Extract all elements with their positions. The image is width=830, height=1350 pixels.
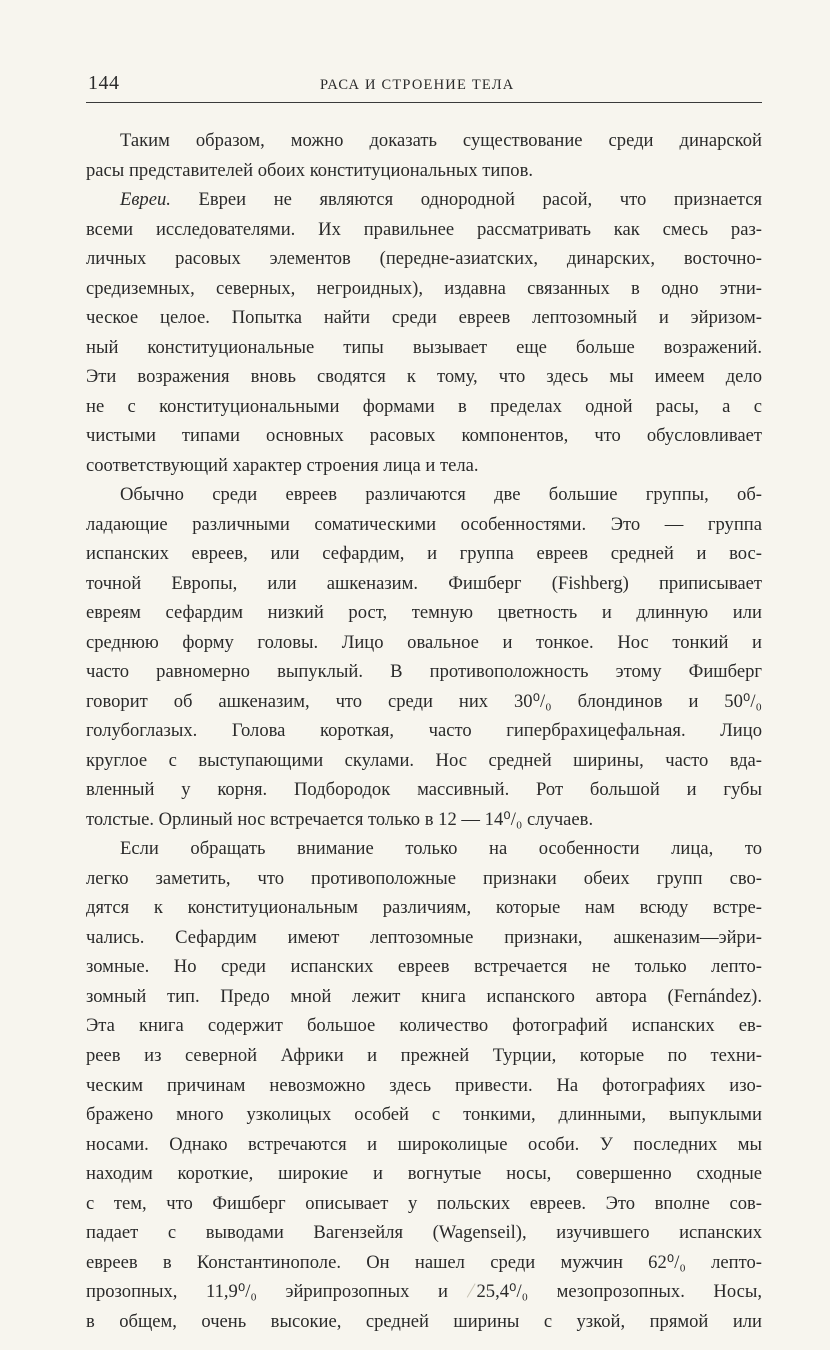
text-line: чистыми типами основных расовых компонентов, что обусловливает xyxy=(86,425,762,447)
text-line: говорит об ашкеназим, что среди них 30⁰/₀ блондинов и 50⁰/₀ xyxy=(86,690,762,712)
emphasis: Евреи. xyxy=(120,189,171,211)
text-line: евреям сефардим низкий рост, темную цветность и длинную или xyxy=(86,602,762,624)
text-line: реев из северной Африки и прежней Турции, которые по техни- xyxy=(86,1044,762,1066)
body-text xyxy=(86,126,762,1336)
text-line: в общем, очень высокие, средней ширины с узкой, прямой или xyxy=(86,1310,762,1332)
text-line: голубоглазых. Голова короткая, часто гипербрахицефальная. Лицо xyxy=(86,720,762,742)
text-line: ладающие различными соматическими особенностями. Это — группа xyxy=(86,513,762,535)
text-line: точной Европы, или ашкеназим. Фишберг (Fishberg) приписывает xyxy=(86,572,762,594)
text-line: расы представителей обоих конституциональных типов. xyxy=(86,159,534,181)
text-line: носами. Однако встречаются и широколицые особи. У последних мы xyxy=(86,1133,762,1155)
page-number: 144 xyxy=(88,72,120,94)
page-header xyxy=(88,72,758,102)
text-line: зомный тип. Предо мной лежит книга испанского автора (Fernández). xyxy=(86,985,762,1007)
text-line: личных расовых элементов (передне-азиатских, динарских, восточно- xyxy=(86,248,762,270)
text-line: среднюю форму головы. Лицо овальное и тонкое. Нос тонкий и xyxy=(86,631,762,653)
text-line: ный конституциональные типы вызывает еще больше возражений. xyxy=(86,336,762,358)
text-line: чались. Сефардим имеют лептозомные признаки, ашкеназим—эйри- xyxy=(86,926,762,948)
text-line: Если обращать внимание только на особенности лица, то xyxy=(120,838,762,860)
text-line: дятся к конституциональным различиям, которые нам всюду встре- xyxy=(86,897,762,919)
text-line: не с конституциональными формами в пределах одной расы, а с xyxy=(86,395,762,417)
text-line: бражено много узколицых особей с тонкими, длинными, выпуклыми xyxy=(86,1104,762,1126)
text-line: Таким образом, можно доказать существование среди динарской xyxy=(120,130,762,151)
text-line: соответствующий характер строения лица и тела. xyxy=(86,454,479,476)
text-line: с тем, что Фишберг описывает у польских евреев. Это вполне сов- xyxy=(86,1192,762,1214)
text-line: толстые. Орлиный нос встречается только в 12 — 14⁰/₀ случаев. xyxy=(86,808,594,830)
text-line: испанских евреев, или сефардим, и группа евреев средней и вос- xyxy=(86,543,762,565)
text-line: евреев в Константинополе. Он нашел среди мужчин 62⁰/₀ лепто- xyxy=(86,1251,762,1273)
text-line: Обычно среди евреев различаются две большие группы, об- xyxy=(120,484,762,506)
text-line: прозопных, 11,9⁰/₀ эйрипрозопных и 25,4⁰/₀ мезопрозопных. Носы, xyxy=(86,1281,762,1303)
running-head: РАСА И СТРОЕНИЕ ТЕЛА xyxy=(320,77,515,93)
text-line: вленный у корня. Подбородок массивный. Рот большой и губы xyxy=(86,779,762,801)
header-rule xyxy=(86,102,762,103)
text-line: Евреи. Евреи не являются однородной расой, что признается xyxy=(120,189,762,211)
text-line: находим короткие, широкие и вогнутые носы, совершенно сходные xyxy=(86,1163,762,1185)
text-line: Эти возражения вновь сводятся к тому, что здесь мы имеем дело xyxy=(86,366,762,388)
text-line: Эта книга содержит большое количество фотографий испанских ев- xyxy=(86,1015,762,1037)
text-line: зомные. Но среди испанских евреев встречается не только лепто- xyxy=(86,956,762,978)
text-line: ческое целое. Попытка найти среди евреев лептозомный и эйризом- xyxy=(86,307,762,329)
text-line: средиземных, северных, негроидных), издавна связанных в одно этни- xyxy=(86,277,762,299)
text-line: круглое с выступающими скулами. Нос средней ширины, часто вда- xyxy=(86,749,762,771)
text-line: часто равномерно выпуклый. В противоположность этому Фишберг xyxy=(86,661,762,683)
text-line: всеми исследователями. Их правильнее рассматривать как смесь раз- xyxy=(86,218,762,240)
text-line: падает с выводами Вагензейля (Wagenseil), изучившего испанских xyxy=(86,1222,762,1244)
text-line: ческим причинам невозможно здесь привести. На фотографиях изо- xyxy=(86,1074,762,1096)
text-line: легко заметить, что противоположные признаки обеих групп сво- xyxy=(86,867,762,889)
